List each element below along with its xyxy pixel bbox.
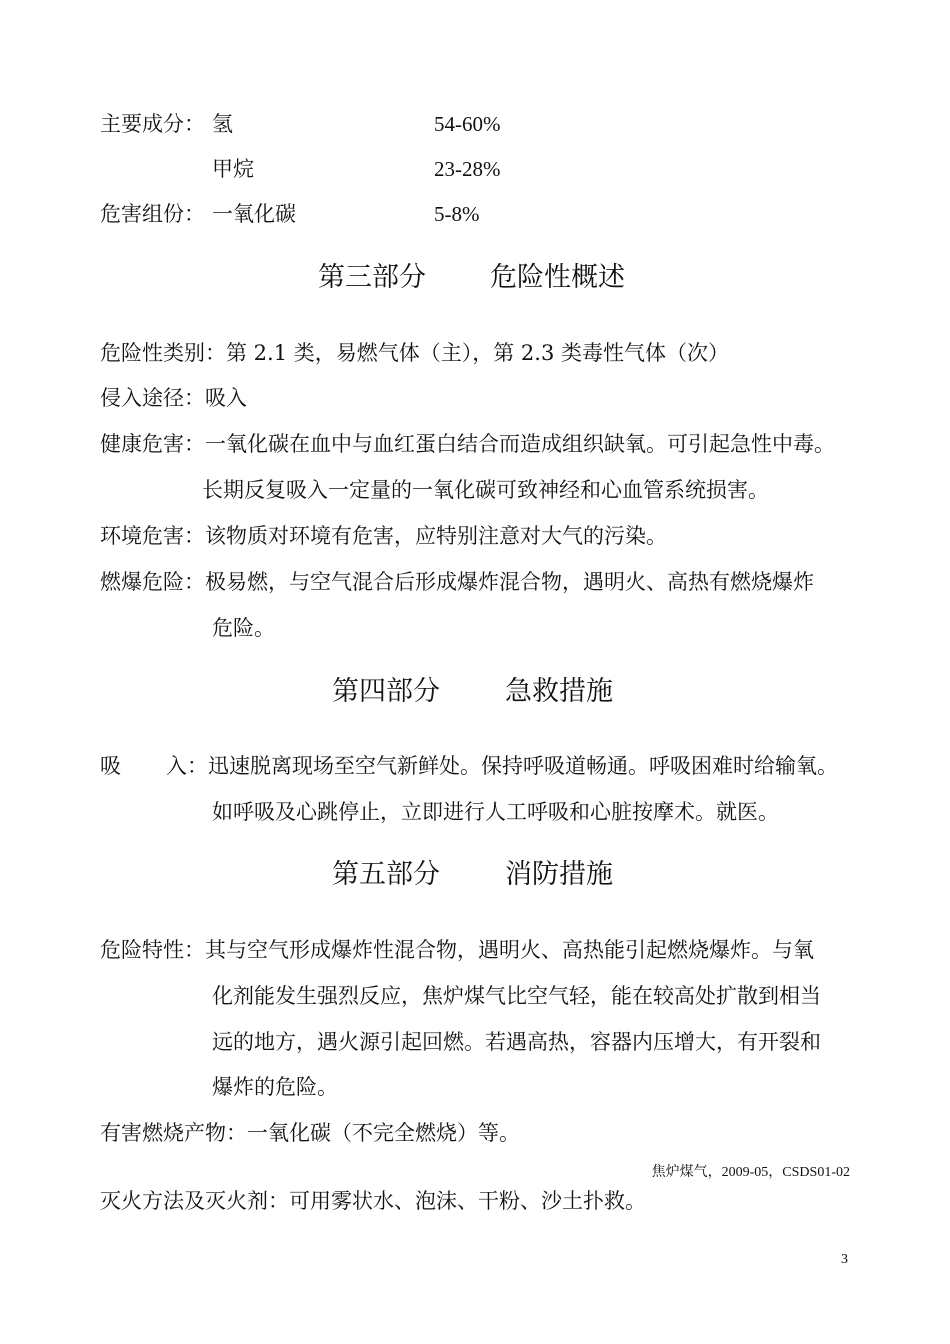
inhalation-label-second-char: 入： (166, 754, 208, 778)
section4-title: 急救措施 (505, 676, 613, 707)
inhalation-label-first-char: 吸 (100, 754, 121, 778)
health-hazard-line-2: 长期反复吸入一定量的一氧化碳可致神经和心血管系统损害。 (202, 478, 769, 502)
fire-explosion-hazard-line-2: 危险。 (212, 616, 275, 640)
page-number: 3 (841, 1252, 848, 1267)
inhalation-line-2: 如呼吸及心跳停止，立即进行人工呼吸和心脏按摩术。就医。 (212, 800, 779, 824)
entry-route-line: 侵入途径：吸入 (100, 386, 247, 410)
hazard-characteristics-line-4: 爆炸的危险。 (212, 1075, 338, 1099)
extinguishing-method-line: 灭火方法及灭火剂：可用雾状水、泡沫、干粉、沙土扑救。 (100, 1189, 646, 1213)
hazard-characteristics-line-2: 化剂能发生强烈反应，焦炉煤气比空气轻，能在较高处扩散到相当 (212, 984, 821, 1008)
section4-number: 第四部分 (332, 676, 440, 707)
inhalation-line-1: 迅速脱离现场至空气新鲜处。保持呼吸道畅通。呼吸困难时给输氧。 (208, 754, 838, 778)
hydrogen-percent: 54-60% (434, 112, 501, 136)
document-reference: 焦炉煤气，2009-05，CSDS01-02 (651, 1165, 850, 1180)
section5-title: 消防措施 (505, 859, 613, 890)
section3-title: 危险性概述 (490, 262, 625, 293)
hazard-characteristics-line-3: 远的地方，遇火源引起回燃。若遇高热，容器内压增大，有开裂和 (212, 1030, 821, 1054)
carbon-monoxide-percent: 5-8% (434, 202, 480, 226)
hazard-category-line: 危险性类别：第 2.1 类，易燃气体（主），第 2.3 类毒性气体（次） (100, 341, 729, 365)
section3-number: 第三部分 (318, 262, 426, 293)
section5-number: 第五部分 (332, 859, 440, 890)
fire-explosion-hazard-line-1: 燃爆危险：极易燃，与空气混合后形成爆炸混合物，遇明火、高热有燃烧爆炸 (100, 570, 814, 594)
carbon-monoxide-label: 一氧化碳 (212, 202, 296, 226)
combustion-products-line: 有害燃烧产物：一氧化碳（不完全燃烧）等。 (100, 1121, 520, 1145)
hydrogen-label: 氢 (212, 112, 233, 136)
methane-label: 甲烷 (212, 157, 254, 181)
methane-percent: 23-28% (434, 157, 501, 181)
hazard-characteristics-line-1: 危险特性：其与空气形成爆炸性混合物，遇明火、高热能引起燃烧爆炸。与氧 (100, 938, 814, 962)
health-hazard-line-1: 健康危害：一氧化碳在血中与血红蛋白结合而造成组织缺氧。可引起急性中毒。 (100, 432, 835, 456)
hazardous-components-label: 危害组份： (100, 202, 205, 226)
environment-hazard-line: 环境危害：该物质对环境有危害，应特别注意对大气的污染。 (100, 524, 667, 548)
main-components-label: 主要成分： (100, 112, 205, 136)
